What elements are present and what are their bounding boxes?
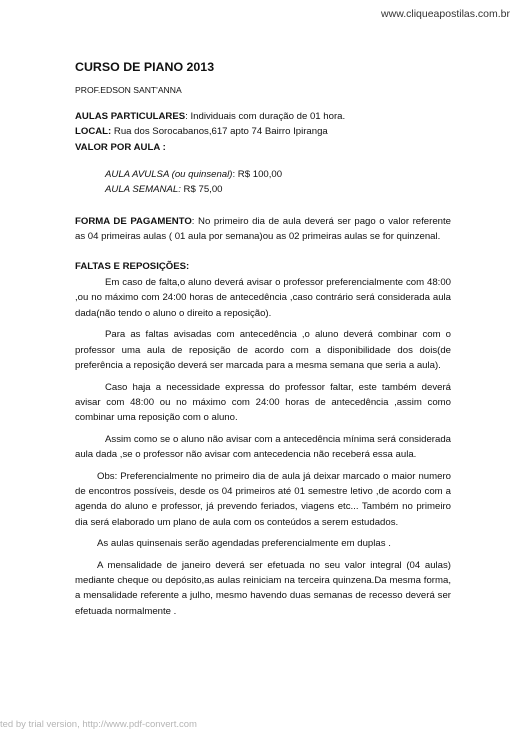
price-avulsa-value: : R$ 100,00	[232, 169, 283, 181]
professor-name: PROF.EDSON SANT'ANNA	[75, 85, 182, 96]
valor-line	[75, 140, 451, 155]
paragraph-sem-aviso: Assim como se o aluno não avisar com a antecedência mínima será considerada aula dada ,se o professor não avisar com antecedencia não receberá essa aula.	[75, 433, 451, 461]
paragraph-faltas-avisadas: Para as faltas avisadas com antecedência ,o aluno deverá combinar com o professor uma aula de reposição de acordo com a disponibilidade dos dois(de preferência a reposição deverá ser marcada para a mesma semana que seria a aula).	[75, 329, 451, 372]
valor-label: VALOR POR AULA :	[75, 141, 166, 153]
pagamento-text: : No primeiro dia de aula deverá ser pago o valor referente as 04 primeiras aulas ( 01 aula por semana)ou as 02 primeiras aulas se for quinzenal.	[75, 215, 451, 243]
price-avulsa	[105, 167, 451, 182]
paragraph-falta: Em caso de falta,o aluno deverá avisar o professor preferencialmente com 48:00 ,ou no máximo com 24:00 horas de antecedência ,caso contrário será considerada aula dada(não tendo o aluno o direito a reposição).	[75, 277, 451, 319]
document-page	[75, 60, 451, 625]
price-list	[105, 167, 451, 198]
local-line	[75, 124, 451, 139]
site-url: www.cliqueapostilas.com.br	[381, 8, 510, 20]
trial-watermark: ted by trial version, http://www.pdf-convert.com	[0, 719, 197, 730]
pagamento-label: FORMA DE PAGAMENTO	[75, 215, 192, 227]
aulas-label: AULAS PARTICULARES	[75, 110, 186, 122]
aulas-value: : Individuais com duração de 01 hora.	[185, 110, 346, 122]
local-label: LOCAL:	[75, 126, 112, 138]
price-semanal	[105, 182, 451, 197]
pagamento-paragraph	[75, 214, 451, 245]
price-semanal-label: AULA SEMANAL:	[105, 184, 181, 196]
document-title: CURSO DE PIANO 2013	[75, 60, 215, 74]
paragraph-quinsenais: As aulas quinsenais serão agendadas preferencialmente em duplas .	[97, 538, 391, 550]
price-avulsa-label: AULA AVULSA (ou quinsenal)	[105, 169, 233, 181]
price-semanal-value: R$ 75,00	[180, 184, 223, 196]
local-value: Rua dos Sorocabanos,617 apto 74 Bairro Ipiranga	[111, 126, 328, 138]
faltas-heading: FALTAS E REPOSIÇÕES:	[75, 260, 190, 272]
paragraph-mensalidade: A mensalidade de janeiro deverá ser efetuada no seu valor integral (04 aulas) mediante cheque ou depósito,as aulas reiniciam na terceira quinzena.Da mesma forma, a mensalidade referente a julho, mesmo havendo duas semanas de recesso deverá ser efetuada normalmente .	[75, 559, 451, 617]
paragraph-obs: Obs: Preferencialmente no primeiro dia de aula já deixar marcado o maior numero de encontros possíveis, desde os 04 primeiros até 01 semestre letivo ,de acordo com a agenda do aluno e professor, já prevendo feriados, viagens etc... Também no primeiro dia será elaborado um plano de aula com os conteúdos a serem estudados.	[75, 470, 451, 528]
paragraph-professor-faltar: Caso haja a necessidade expressa do professor faltar, este também deverá avisar com 48:00 ou no máximo com 24:00 horas de antecedência ,assim como combinar uma reposição com o aluno.	[75, 381, 451, 424]
aulas-line	[75, 109, 451, 124]
